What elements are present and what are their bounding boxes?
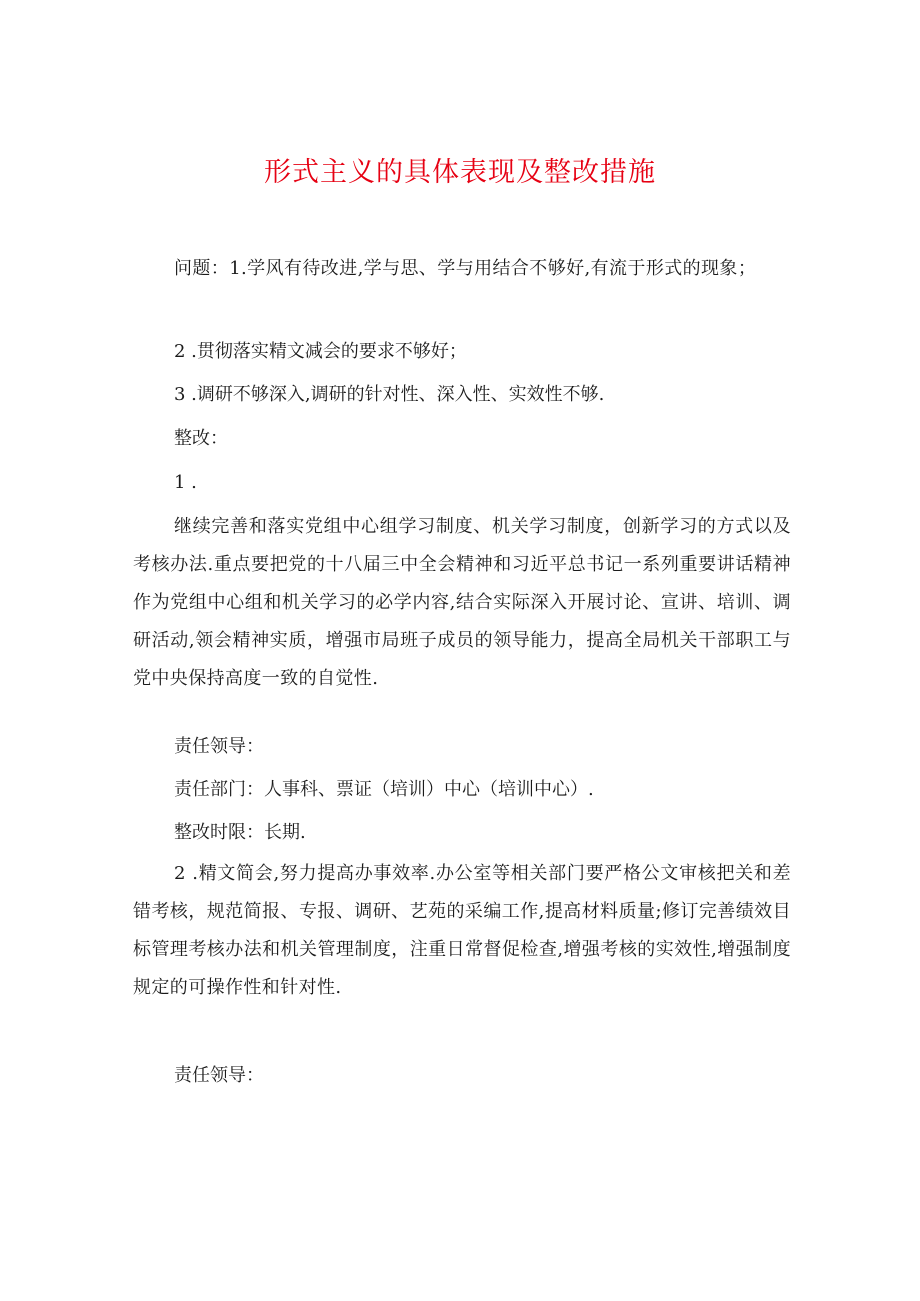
item-2-text: 2 .精文简会,努力提高办事效率.办公室等相关部门要严格公文审核把关和差错考核，规范简报、专报、调研、艺苑的采编工作,提高材料质量;修订完善绩效目标管理考核办法和机关管理制度，注重日常督促检查,增强考核的实效性,增强制度规定的可操作性和针对性. (133, 863, 791, 998)
rectify-heading: 整改： (174, 428, 228, 449)
problem-1: 问题：1.学风有待改进,学与思、学与用结合不够好,有流于形式的现象； (174, 258, 757, 279)
item-2-leader: 责任领导： (174, 1065, 264, 1086)
problem-3: 3 .调研不够深入,调研的针对性、深入性、实效性不够. (174, 384, 605, 405)
item-1-deadline: 整改时限：长期. (174, 822, 306, 843)
item-1-text: 继续完善和落实党组中心组学习制度、机关学习制度，创新学习的方式以及考核办法.重点要把党的十八届三中全会精神和习近平总书记一系列重要讲话精神作为党组中心组和机关学习的必学内容,结合实际深入开展讨论、宣讲、培训、调研活动,领会精神实质，增强市局班子成员的领导能力，提高全局机关干部职工与党中央保持高度一致的自觉性. (133, 516, 791, 689)
document-title: 形式主义的具体表现及整改措施 (264, 157, 656, 188)
item-1-number: 1 . (174, 472, 197, 493)
item-1-department: 责任部门：人事科、票证（培训）中心（培训中心）. (174, 779, 594, 800)
item-1-leader: 责任领导： (174, 736, 264, 757)
problem-2: 2 .贯彻落实精文减会的要求不够好； (174, 341, 467, 362)
